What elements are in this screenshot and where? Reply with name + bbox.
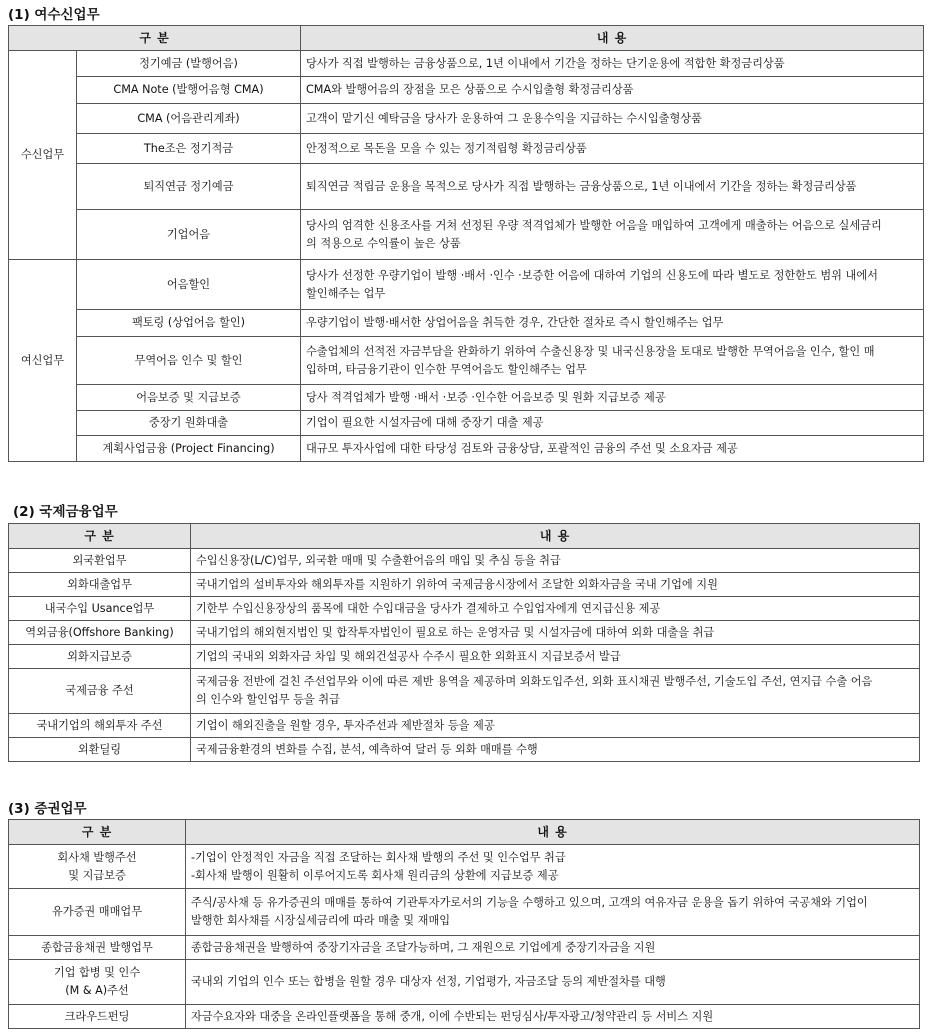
section-title-securities: (3) 증권업무	[8, 801, 87, 817]
row-desc-line: 국제금융 전반에 걸친 주선업무와 이에 따른 제반 용역을 제공하며 외화도입주선, 외화 표시채권 발행주선, 기술도입 주선, 연지급 수출 어음	[196, 675, 873, 688]
row-name: 외화대출업무	[9, 573, 191, 597]
row-desc: 국내외 기업의 인수 또는 합병을 원할 경우 대상자 선정, 기업평가, 자금조달 등의 제반절차를 대행	[186, 960, 920, 1005]
table-row	[9, 573, 920, 597]
row-desc	[191, 669, 920, 714]
section-title-deposit-credit: (1) 여수신업무	[8, 7, 100, 23]
table-row	[9, 51, 924, 77]
row-desc	[186, 845, 920, 889]
row-desc-line: -회사채 발행이 원활히 이루어지도록 회사채 원리금의 상환에 지급보증 제공	[191, 868, 559, 882]
row-name: The조은 정기적금	[77, 134, 301, 164]
header-category: 구 분	[9, 524, 191, 549]
row-desc-line: 입하며, 타금융기관이 인수한 무역어음도 할인해주는 업무	[306, 362, 587, 376]
section-title-international: (2) 국제금융업무	[13, 504, 118, 520]
row-name: 역외금융(Offshore Banking)	[9, 621, 191, 645]
table-row	[9, 1005, 920, 1029]
row-name: 무역어음 인수 및 할인	[77, 337, 301, 385]
row-name: 어음할인	[77, 260, 301, 310]
row-name-line: 및 지급보증	[68, 868, 126, 882]
row-desc: 국제금융환경의 변화를 수집, 분석, 예측하여 달러 등 외화 매매를 수행	[191, 738, 920, 762]
row-name: 종합금융채권 발행업무	[9, 936, 186, 960]
row-name: 유가증권 매매업무	[9, 889, 186, 936]
table-row	[9, 337, 924, 385]
table-header	[9, 524, 920, 549]
row-name	[9, 960, 186, 1005]
row-desc-line: -기업이 안정적인 자금을 직접 조달하는 회사채 발행의 주선 및 인수업무 취급	[191, 850, 566, 864]
header-category: 구 분	[9, 820, 186, 845]
table-row	[9, 714, 920, 738]
row-desc: 종합금융채권을 발행하여 중장기자금을 조달가능하며, 그 재원으로 기업에게 중장기자금을 지원	[186, 936, 920, 960]
row-desc-line: 발행한 회사채를 시장실세금리에 따라 매출 및 재매입	[191, 914, 451, 927]
row-desc: 기한부 수입신용장상의 품목에 대한 수입대금을 당사가 결제하고 수입업자에게 연지급신용 제공	[191, 597, 920, 621]
row-name: 중장기 원화대출	[77, 411, 301, 436]
table-header	[9, 820, 920, 845]
group-label-deposit: 수신업무	[9, 51, 77, 260]
table-row	[9, 104, 924, 134]
row-desc: 기업의 국내외 외화자금 차입 및 해외건설공사 수주시 필요한 외화표시 지급보증서 발급	[191, 645, 920, 669]
row-desc: 고객이 맡기신 예탁금을 당사가 운용하여 그 운용수익을 지급하는 수시입출형상품	[301, 104, 924, 134]
table-row	[9, 845, 920, 889]
row-desc	[186, 889, 920, 936]
table-row	[9, 134, 924, 164]
row-name: 국내기업의 해외투자 주선	[9, 714, 191, 738]
row-name: 팩토링 (상업어음 할인)	[77, 310, 301, 337]
header-category: 구 분	[9, 26, 301, 51]
table-row	[9, 77, 924, 104]
row-desc-line: 당사가 선정한 우량기업이 발행 ·배서 ·인수 ·보증한 어음에 대하여 기업의 신용도에 따라 별도로 정한한도 범위 내에서	[306, 268, 878, 282]
row-desc: 안정적으로 목돈을 모을 수 있는 정기적립형 확정금리상품	[301, 134, 924, 164]
table-securities	[8, 819, 920, 1029]
row-desc: 국내기업의 해외현지법인 및 합작투자법인이 필요로 하는 운영자금 및 시설자금에 대하여 외화 대출을 취급	[191, 621, 920, 645]
row-desc: 기업이 해외진출을 원할 경우, 투자주선과 제반절차 등을 제공	[191, 714, 920, 738]
table-row	[9, 960, 920, 1005]
header-content: 내 용	[186, 820, 920, 845]
row-desc: 기업이 필요한 시설자금에 대해 중장기 대출 제공	[301, 411, 924, 436]
row-desc: 수입신용장(L/C)업무, 외국환 매매 및 수출환어음의 매입 및 추심 등을 취급	[191, 549, 920, 573]
row-name: 내국수입 Usance업무	[9, 597, 191, 621]
row-desc-line: 의 적용으로 수익률이 높은 상품	[306, 236, 461, 250]
table-row	[9, 210, 924, 260]
row-desc: 대규모 투자사업에 대한 타당성 검토와 금융상담, 포괄적인 금융의 주선 및 소요자금 제공	[301, 436, 924, 462]
row-desc	[301, 337, 924, 385]
row-desc-line: 주식/공사채 등 유가증권의 매매를 통하여 기관투자가로서의 기능을 수행하고 있으며, 고객의 여유자금 운용을 돕기 위하여 국공채와 기업이	[191, 896, 868, 909]
header-content: 내 용	[301, 26, 924, 51]
row-desc: 당사 적격업체가 발행 ·배서 ·보증 ·인수한 어음보증 및 원화 지급보증 제공	[301, 385, 924, 411]
table-row	[9, 936, 920, 960]
row-name	[9, 845, 186, 889]
row-desc: 당사가 직접 발행하는 금융상품으로, 1년 이내에서 기간을 정하는 단기운용에 적합한 확정금리상품	[301, 51, 924, 77]
row-desc-line: 할인해주는 업무	[306, 286, 386, 300]
table-row	[9, 310, 924, 337]
table-row	[9, 164, 924, 210]
table-row	[9, 669, 920, 714]
row-desc	[301, 210, 924, 260]
table-row	[9, 411, 924, 436]
row-name: 크라우드펀딩	[9, 1005, 186, 1029]
row-name: 국제금융 주선	[9, 669, 191, 714]
row-desc: 자금수요자와 대중을 온라인플랫폼을 통해 중개, 이에 수반되는 펀딩심사/투자광고/청약관리 등 서비스 지원	[186, 1005, 920, 1029]
row-name-line: 기업 합병 및 인수	[53, 966, 141, 979]
row-desc	[301, 260, 924, 310]
table-row	[9, 436, 924, 462]
table-row	[9, 385, 924, 411]
row-name: 외국환업무	[9, 549, 191, 573]
row-desc: 퇴직연금 적립금 운용을 목적으로 당사가 직접 발행하는 금융상품으로, 1년 이내에서 기간을 정하는 확정금리상품	[301, 164, 924, 210]
row-desc-line: 의 인수와 할인업무 등을 취급	[196, 693, 340, 706]
table-row	[9, 549, 920, 573]
row-name: 외화지급보증	[9, 645, 191, 669]
table-row	[9, 597, 920, 621]
row-name-line: 회사채 발행주선	[57, 850, 137, 864]
table-deposit-credit	[8, 25, 924, 462]
row-name: 외환딜링	[9, 738, 191, 762]
table-row	[9, 260, 924, 310]
table-row	[9, 889, 920, 936]
row-name: 계획사업금융 (Project Financing)	[77, 436, 301, 462]
row-desc: 우량기업이 발행·배서한 상업어음을 취득한 경우, 간단한 절차로 즉시 할인해주는 업무	[301, 310, 924, 337]
table-row	[9, 645, 920, 669]
row-desc: CMA와 발행어음의 장점을 모은 상품으로 수시입출형 확정금리상품	[301, 77, 924, 104]
row-desc: 국내기업의 설비투자와 해외투자를 지원하기 위하여 국제금융시장에서 조달한 외화자금을 국내 기업에 지원	[191, 573, 920, 597]
table-header	[9, 26, 924, 51]
table-row	[9, 738, 920, 762]
row-desc-line: 당사의 엄격한 신용조사를 거쳐 선정된 우량 적격업체가 발행한 어음을 매입하여 고객에게 매출하는 어음으로 실세금리	[306, 218, 882, 232]
row-name: 정기예금 (발행어음)	[77, 51, 301, 77]
table-row	[9, 621, 920, 645]
row-name: 기업어음	[77, 210, 301, 260]
row-name: 어음보증 및 지급보증	[77, 385, 301, 411]
group-label-credit: 여신업무	[9, 260, 77, 462]
row-name: 퇴직연금 정기예금	[77, 164, 301, 210]
table-international	[8, 523, 920, 762]
row-name: CMA Note (발행어음형 CMA)	[77, 77, 301, 104]
row-desc-line: 수출업체의 선적전 자금부담을 완화하기 위하여 수출신용장 및 내국신용장을 토대로 발행한 무역어음을 인수, 할인 매	[306, 344, 875, 358]
header-content: 내 용	[191, 524, 920, 549]
row-name-line: (M & A)주선	[65, 984, 129, 997]
row-name: CMA (어음관리계좌)	[77, 104, 301, 134]
